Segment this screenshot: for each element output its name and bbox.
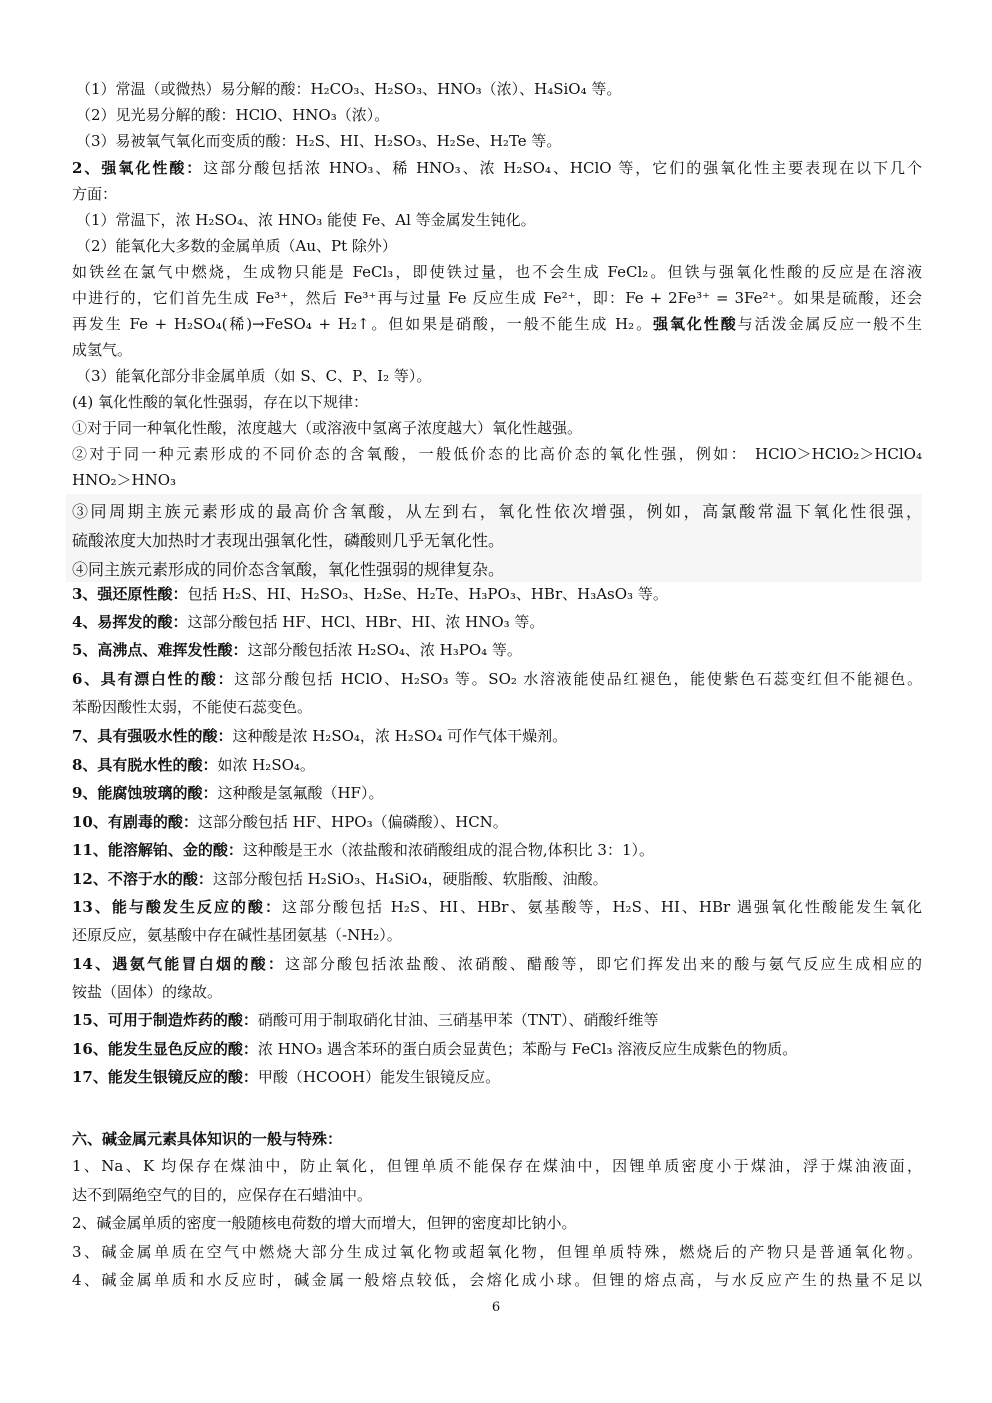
text-line: 2、碱金属单质的密度一般随核电荷数的增大而增大，但钾的密度却比钠小。 [72, 1214, 577, 1232]
section-heading-line: 17、能发生银镜反应的酸：甲酸（HCOOH）能发生银镜反应。 [72, 1068, 501, 1086]
section-heading: 4、易挥发的酸： [72, 613, 188, 631]
section-heading-line: 2、强氧化性酸：这部分酸包括浓 HNO₃、稀 HNO₃、浓 H₂SO₄、HClO 等，它们的强氧化性主要表现在以下几个 [72, 159, 922, 177]
text-line: 还原反应，氨基酸中存在碱性基团氨基（-NH₂）。 [72, 926, 402, 944]
text-line: 硫酸浓度大加热时才表现出强氧化性，磷酸则几乎无氧化性。 [72, 531, 505, 550]
text-line: （3）易被氧气氧化而变质的酸：H₂S、HI、H₂SO₃、H₂Se、H₂Te 等。 [76, 132, 562, 150]
text-line: HNO₂＞HNO₃ [72, 471, 177, 489]
section-heading: 12、不溶于水的酸： [72, 870, 213, 888]
text-line: ②对于同一种元素形成的不同价态的含氧酸，一般低价态的比高价态的氧化性强，例如： HClO＞HClO₂＞HClO₄ [72, 445, 922, 463]
text-line: ③同周期主族元素形成的最高价含氧酸，从左到右，氧化性依次增强，例如，高氯酸常温下氧化性很强， [72, 502, 922, 521]
section-heading-line: 4、易挥发的酸：这部分酸包括 HF、HCl、HBr、HI、浓 HNO₃ 等。 [72, 613, 545, 631]
section-heading-line: 13、能与酸发生反应的酸：这部分酸包括 H₂S、HI、HBr、氨基酸等，H₂S、HI、HBr 遇强氧化性酸能发生氧化 [72, 898, 922, 916]
section-heading: 14、遇氨气能冒白烟的酸： [72, 955, 286, 973]
section-heading: 5、高沸点、难挥发性酸： [72, 641, 248, 659]
section-heading: 13、能与酸发生反应的酸： [72, 898, 282, 916]
text-line: （3）能氧化部分非金属单质（如 S、C、P、I₂ 等）。 [76, 367, 432, 385]
section-heading-line: 16、能发生显色反应的酸：浓 HNO₃ 遇含苯环的蛋白质会显黄色；苯酚与 FeCl₃ 溶液反应生成紫色的物质。 [72, 1040, 798, 1058]
section-heading-line: 7、具有强吸水性的酸：这种酸是浓 H₂SO₄，浓 H₂SO₄ 可作气体干燥剂。 [72, 727, 568, 745]
section-heading: 9、能腐蚀玻璃的酸： [72, 784, 218, 802]
section-heading: 11、能溶解铂、金的酸： [72, 841, 243, 859]
section-heading-line: 6、具有漂白性的酸：这部分酸包括 HClO、H₂SO₃ 等。SO₂ 水溶液能使品红褪色，能使紫色石蕊变红但不能褪色。 [72, 670, 922, 688]
section-heading: 17、能发生银镜反应的酸： [72, 1068, 258, 1086]
section-heading: 3、强还原性酸： [72, 585, 188, 603]
text-line: 再发生 Fe + H₂SO₄(稀)→FeSO₄ + H₂↑。但如果是硝酸，一般不能生成 H₂。强氧化性酸与活泼金属反应一般不生 [72, 315, 922, 333]
text-line: （2）能氧化大多数的金属单质（Au、Pt 除外） [76, 237, 397, 255]
text-line: 1、Na、K 均保存在煤油中，防止氧化，但锂单质不能保存在煤油中，因锂单质密度小于煤油，浮于煤油液面， [72, 1157, 922, 1175]
text-line: ④同主族元素形成的同价态含氧酸，氧化性强弱的规律复杂。 [72, 560, 505, 579]
text-line: 中进行的，它们首先生成 Fe³⁺，然后 Fe³⁺再与过量 Fe 反应生成 Fe²⁺，即：Fe + 2Fe³⁺ = 3Fe²⁺。如果是硫酸，还会 [72, 289, 922, 307]
section-heading: 7、具有强吸水性的酸： [72, 727, 233, 745]
text-line: 成氢气。 [72, 341, 133, 359]
text-line: 如铁丝在氯气中燃烧，生成物只能是 FeCl₃，即使铁过量，也不会生成 FeCl₂。但铁与强氧化性酸的反应是在溶液 [72, 263, 922, 281]
section-heading: 15、可用于制造炸药的酸： [72, 1011, 258, 1029]
text-line: （1）常温下，浓 H₂SO₄、浓 HNO₃ 能使 Fe、Al 等金属发生钝化。 [76, 211, 536, 229]
text-line: 达不到隔绝空气的目的，应保存在石蜡油中。 [72, 1186, 373, 1204]
section-heading: 8、具有脱水性的酸： [72, 756, 218, 774]
text-line: 3、碱金属单质在空气中燃烧大部分生成过氧化物或超氧化物，但锂单质特殊，燃烧后的产物只是普通氧化物。 [72, 1243, 922, 1261]
section-heading: 2、强氧化性酸： [72, 159, 204, 177]
section-heading-line: 5、高沸点、难挥发性酸：这部分酸包括浓 H₂SO₄、浓 H₃PO₄ 等。 [72, 641, 522, 659]
text-line: 4、碱金属单质和水反应时，碱金属一般熔点较低，会熔化成小球。但锂的熔点高，与水反应产生的热量不足以 [72, 1271, 922, 1289]
inline-bold-term: 强氧化性酸 [653, 315, 738, 333]
chapter-heading: 六、碱金属元素具体知识的一般与特殊： [72, 1130, 343, 1148]
text-line: 铵盐（固体）的缘故。 [72, 983, 223, 1001]
text-line: 苯酚因酸性太弱，不能使石蕊变色。 [72, 698, 313, 716]
section-heading-line: 9、能腐蚀玻璃的酸：这种酸是氢氟酸（HF）。 [72, 784, 384, 802]
section-heading-line: 12、不溶于水的酸：这部分酸包括 H₂SiO₃、H₄SiO₄，硬脂酸、软脂酸、油酸。 [72, 870, 608, 888]
section-heading-line: 15、可用于制造炸药的酸：硝酸可用于制取硝化甘油、三硝基甲苯（TNT）、硝酸纤维等 [72, 1011, 659, 1029]
section-heading-line: 8、具有脱水性的酸：如浓 H₂SO₄。 [72, 756, 315, 774]
text-line: 方面： [72, 185, 118, 203]
text-line: (4) 氧化性酸的氧化性强弱，存在以下规律： [72, 393, 369, 411]
section-heading: 6、具有漂白性的酸： [72, 670, 235, 688]
text-line: （1）常温（或微热）易分解的酸：H₂CO₃、H₂SO₃、HNO₃（浓）、H₄SiO₄ 等。 [76, 80, 622, 98]
section-heading-line: 14、遇氨气能冒白烟的酸：这部分酸包括浓盐酸、浓硝酸、醋酸等，即它们挥发出来的酸与氨气反应生成相应的 [72, 955, 922, 973]
section-heading-line: 3、强还原性酸：包括 H₂S、HI、H₂SO₃、H₂Se、H₂Te、H₃PO₃、HBr、H₃AsO₃ 等。 [72, 585, 668, 603]
text-line: ①对于同一种氧化性酸，浓度越大（或溶液中氢离子浓度越大）氧化性越强。 [72, 419, 583, 437]
text-line: （2）见光易分解的酸：HClO、HNO₃（浓）。 [76, 106, 390, 124]
page-number: 6 [491, 1300, 501, 1315]
section-heading: 16、能发生显色反应的酸： [72, 1040, 258, 1058]
section-heading-line: 10、有剧毒的酸：这部分酸包括 HF、HPO₃（偏磷酸）、HCN。 [72, 813, 508, 831]
section-heading-line: 11、能溶解铂、金的酸：这种酸是王水（浓盐酸和浓硝酸组成的混合物,体积比 3：1）。 [72, 841, 655, 859]
section-heading: 10、有剧毒的酸： [72, 813, 198, 831]
